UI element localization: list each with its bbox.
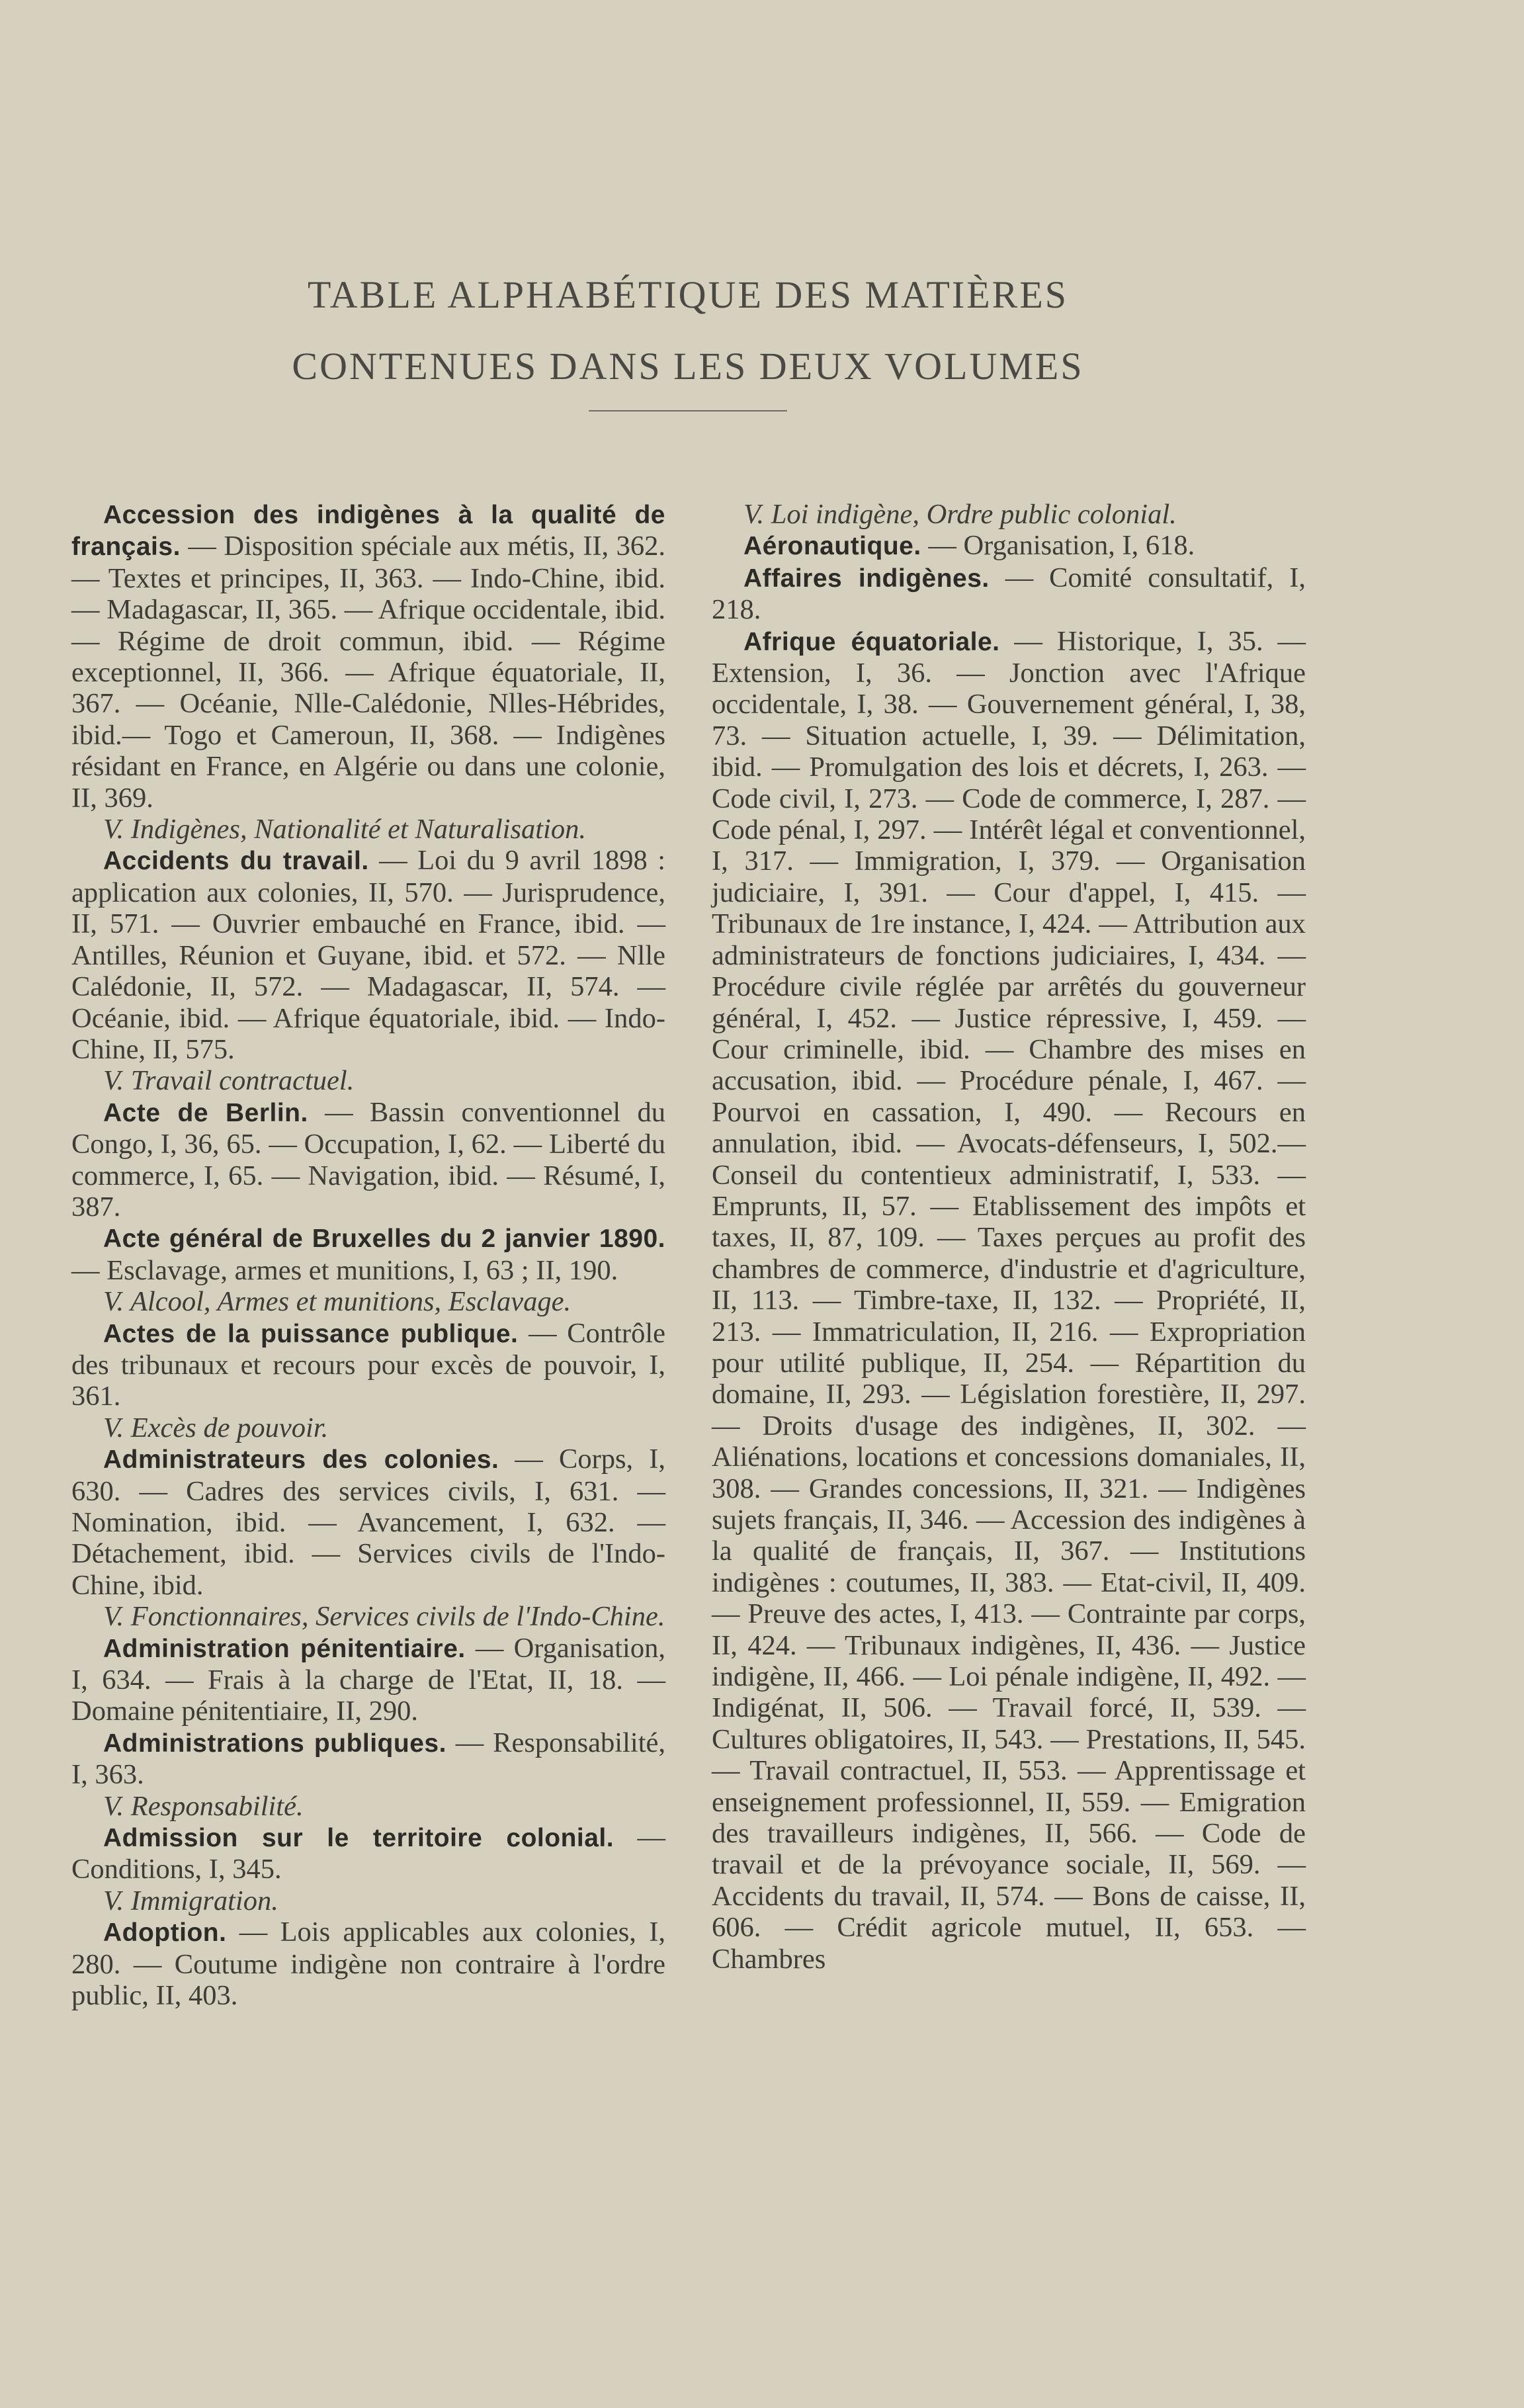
page-title xyxy=(0,259,1524,402)
entry-text: — Comité consultatif, I, 218. xyxy=(712,562,1306,626)
entry-text: — Corps, I, 630. — Cadres des services civils, I, 631. — Nomination, ibid. — Avancement, I, 632. — Détachement, ibid. — Services civils de l'Indo-Chine, ibid. xyxy=(71,1443,665,1601)
entry-text: — Esclavage, armes et munitions, I, 63 ; II, 190. xyxy=(71,1254,618,1286)
index-entry xyxy=(71,1097,665,1223)
entry-heading: Afrique équatoriale. xyxy=(743,627,1000,656)
see-also-reference: V. Excès de pouvoir. xyxy=(103,1412,329,1443)
entry-heading: Administrateurs des colonies. xyxy=(103,1445,499,1475)
index-entry xyxy=(71,1633,665,1727)
index-entry xyxy=(712,626,1306,1975)
index-entry xyxy=(71,845,665,1065)
entry-heading: Acte de Berlin. xyxy=(103,1098,308,1127)
title-line-2: CONTENUES DANS LES DEUX VOLUMES xyxy=(292,345,1084,388)
right-column xyxy=(712,499,1306,1975)
index-entry xyxy=(71,1916,665,2011)
entry-text: — Loi du 9 avril 1898 : application aux colonies, II, 570. — Jurisprudence, II, 571. — Ouvrier embauché en France, ibid. — Antilles, Réunion et Guyane, ibid. et 572. — Nlle Calédonie, II, 572. — Madagascar, II, 574. — Océanie, ibid. — Afrique équatoriale, ibid. — Indo-Chine, II, 575. xyxy=(71,845,665,1065)
title-divider xyxy=(589,410,787,411)
index-entry xyxy=(71,1727,665,1791)
index-entry xyxy=(71,1318,665,1412)
index-entry xyxy=(71,1443,665,1601)
entry-heading: Administrations publiques. xyxy=(103,1729,446,1758)
index-entry xyxy=(71,1223,665,1286)
entry-heading: Actes de la puissance publique. xyxy=(103,1319,519,1348)
see-also-reference: V. Alcool, Armes et munitions, Esclavage. xyxy=(103,1286,572,1318)
see-also-reference: V. Indigènes, Nationalité et Naturalisation. xyxy=(103,814,586,845)
entry-heading: Affaires indigènes. xyxy=(743,564,990,593)
entry-heading: Accession des indigènes à la qualité de français. xyxy=(71,501,665,562)
entry-text: — Contrôle des tribunaux et recours pour excès de pouvoir, I, 361. xyxy=(71,1317,666,1412)
index-entry xyxy=(712,530,1306,562)
entry-text: — Responsabilité, I, 363. xyxy=(71,1727,665,1791)
see-also-reference: V. Immigration. xyxy=(103,1885,278,1916)
entry-text: — Organisation, I, 634. — Frais à la charge de l'Etat, II, 18. — Domaine pénitentiaire, II, 290. xyxy=(71,1632,665,1727)
left-column xyxy=(71,499,665,2012)
entry-text: — Bassin conventionnel du Congo, I, 36, 65. — Occupation, I, 62. — Liberté du commerce, I, 65. — Navigation, ibid. — Résumé, I, 387. xyxy=(71,1096,665,1223)
index-entry xyxy=(712,562,1306,626)
index-entry xyxy=(71,499,665,814)
entry-heading: Admission sur le territoire colonial. xyxy=(103,1824,614,1853)
entry-text: — Conditions, I, 345. xyxy=(71,1822,665,1885)
entry-heading: Administration pénitentiaire. xyxy=(103,1634,466,1663)
entry-text: — Historique, I, 35. — Extension, I, 36. — Jonction avec l'Afrique occidentale, I, 38. — Gouvernement général, I, 38, 73. — Situation actuelle, I, 39. — Délimitation, ibid. — Promulgation des lois et décrets, I, 263. — Code civil, I, 273. — Code de commerce, I, 287. — Code pénal, I, 297. — Intérêt légal et conventionnel, I, 317. — Immigration, I, 379. — Organisation judiciaire, I, 391. — Cour d'appel, I, 415. — Tribunaux de 1re instance, I, 424. — Attribution aux administrateurs de fonctions judiciaires, I, 434. — Procédure civile réglée par arrêtés du gouverneur général, I, 452. — Justice répressive, I, 459. — Cour criminelle, ibid. — Chambre des mises en accusation, ibid. — Procédure pénale, I, 467. — Pourvoi en cassation, I, 490. — Recours en annulation, ibid. — Avocats-défenseurs, I, 502.—Conseil du contentieux administratif, I, 533. — Emprunts, II, 57. — Etablissement des impôts et taxes, II, 87, 109. — Taxes perçues au profit des chambres de commerce, d'industrie et d'agriculture, II, 113. — Timbre-taxe, II, 132. — Propriété, II, 213. — Immatriculation, II, 216. — Expropriation pour utilité publique, II, 254. — Répartition du domaine, II, 293. — Législation forestière, II, 297. — Droits d'usage des indigènes, II, 302. — Aliénations, locations et concessions domaniales, II, 308. — Grandes concessions, II, 321. — Indigènes sujets français, II, 346. — Accession des indigènes à la qualité de français, II, 367. — Institutions indigènes : coutumes, II, 383. — Etat-civil, II, 409. — Preuve des actes, I, 413. — Contrainte par corps, II, 424. — Tribunaux indigènes, II, 436. — Justice indigène, II, 466. — Loi pénale indigène, II, 492. — Indigénat, II, 506. — Travail forcé, II, 539. — Cultures obligatoires, II, 543. — Prestations, II, 545. — Travail contractuel, II, 553. — Apprentissage et enseignement professionnel, II, 559. — Emigration des travailleurs indigènes, II, 566. — Code de travail et de la prévoyance sociale, II, 569. — Accidents du travail, II, 574. — Bons de caisse, II, 606. — Crédit agricole mutuel, II, 653. — Chambres xyxy=(712,625,1306,1975)
entry-text: — Disposition spéciale aux métis, II, 362. — Textes et principes, II, 363. — Indo-Chine, ibid. — Madagascar, II, 365. — Afrique occidentale, ibid. — Régime de droit commun, ibid. — Régime exceptionnel, II, 366. — Afrique équatoriale, II, 367. — Océanie, Nlle-Calédonie, Nlles-Hébrides, ibid.— Togo et Cameroun, II, 368. — Indigènes résidant en France, en Algérie ou dans une colonie, II, 369. xyxy=(71,531,665,814)
entry-heading: Adoption. xyxy=(103,1918,227,1948)
see-also-reference: V. Travail contractuel. xyxy=(103,1065,355,1097)
see-also-reference: V. Responsabilité. xyxy=(103,1790,304,1822)
entry-text: — Lois applicables aux colonies, I, 280. — Coutume indigène non contraire à l'ordre public, II, 403. xyxy=(71,1916,665,2012)
title-line-1: TABLE ALPHABÉTIQUE DES MATIÈRES xyxy=(307,273,1069,316)
see-also-reference: V. Loi indigène, Ordre public colonial. xyxy=(743,499,1177,530)
see-also-reference: V. Fonctionnaires, Services civils de l'Indo-Chine. xyxy=(103,1601,665,1633)
index-entry xyxy=(71,1822,665,1885)
entry-heading: Aéronautique. xyxy=(743,532,921,561)
entry-heading: Accidents du travail. xyxy=(103,847,369,876)
entry-heading: Acte général de Bruxelles du 2 janvier 1890. xyxy=(103,1225,665,1254)
entry-text: — Organisation, I, 618. xyxy=(921,530,1195,562)
